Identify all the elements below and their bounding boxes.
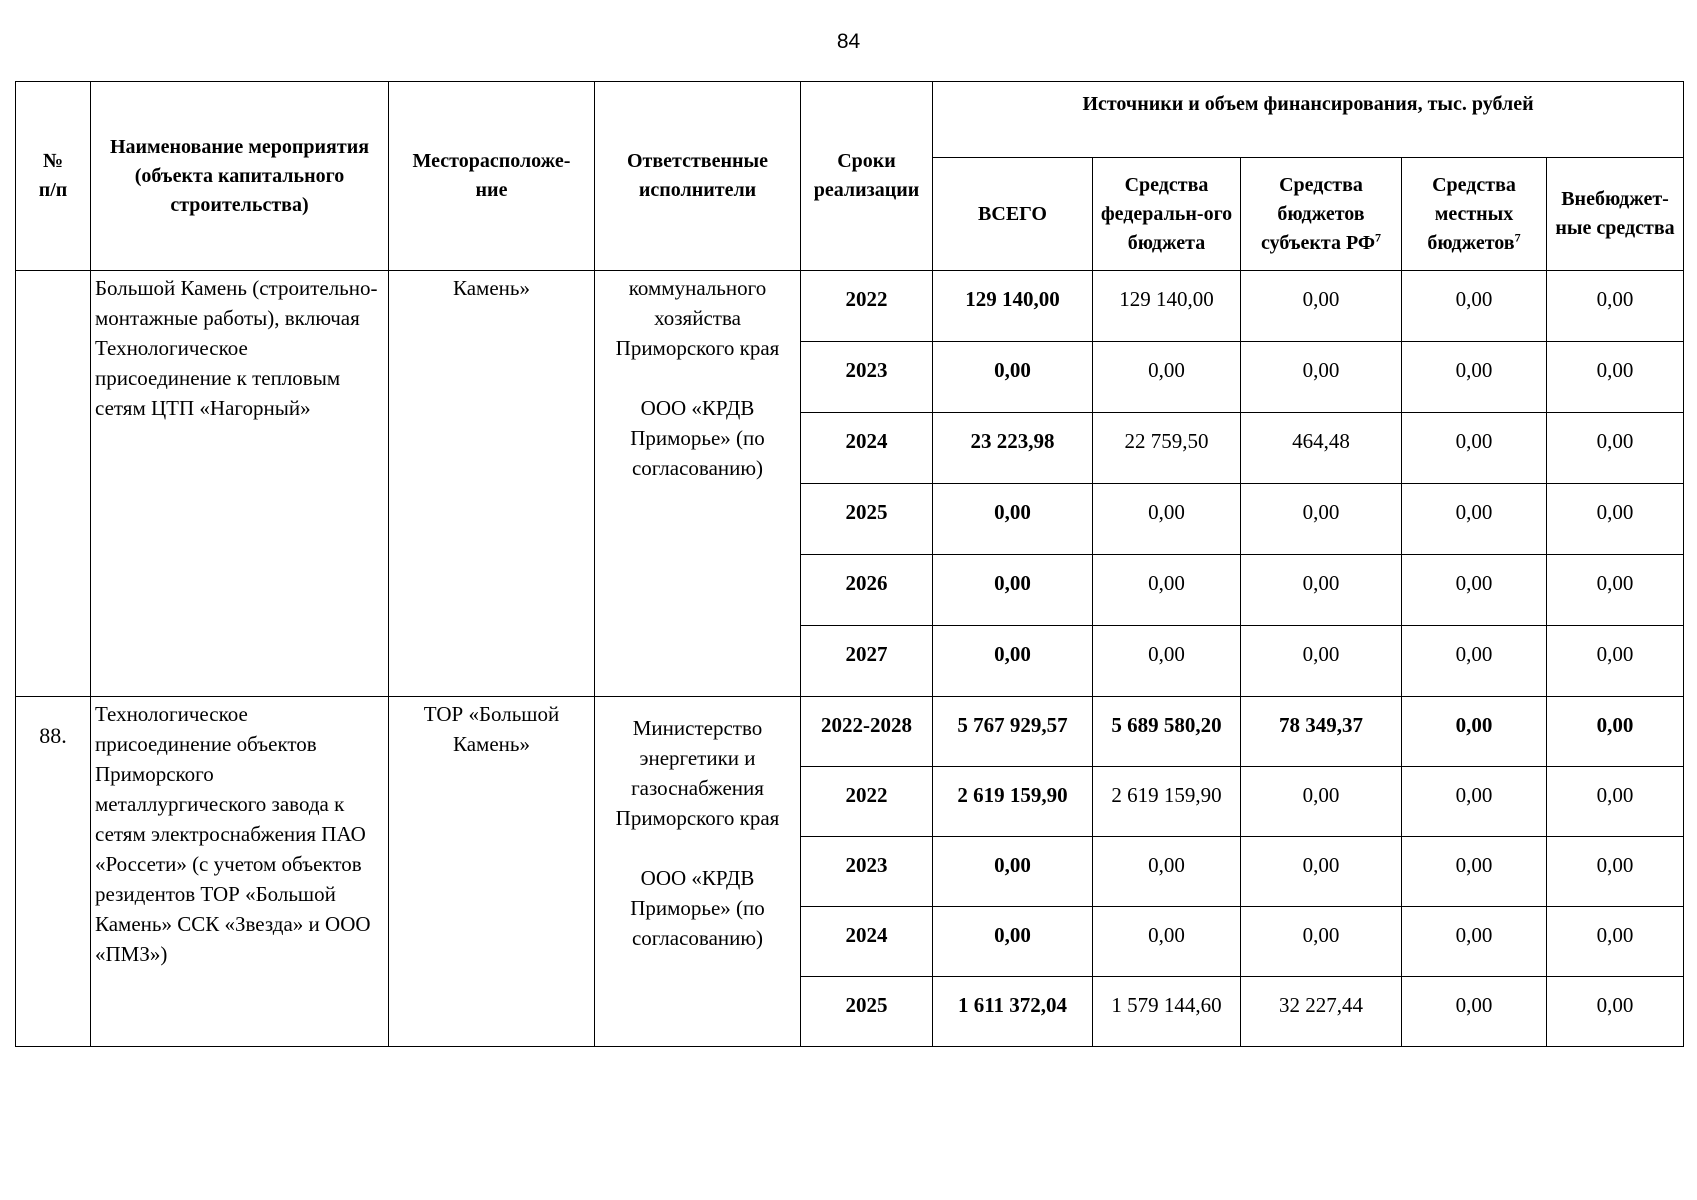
year-cell: 2023 bbox=[801, 342, 933, 413]
regional-cell: 32 227,44 bbox=[1241, 977, 1402, 1047]
federal-cell: 129 140,00 bbox=[1093, 271, 1241, 342]
local-cell: 0,00 bbox=[1402, 413, 1547, 484]
year-cell: 2024 bbox=[801, 907, 933, 977]
total-cell: 1 611 372,04 bbox=[933, 977, 1093, 1047]
regional-cell: 0,00 bbox=[1241, 271, 1402, 342]
federal-cell: 0,00 bbox=[1093, 555, 1241, 626]
table-header bbox=[16, 82, 1684, 271]
local-cell: 0,00 bbox=[1402, 484, 1547, 555]
entry-location: ТОР «Большой Камень» bbox=[389, 697, 595, 1047]
federal-cell: 0,00 bbox=[1093, 907, 1241, 977]
executor-ministry: коммунального хозяйства Приморского края bbox=[615, 276, 780, 360]
local-cell: 0,00 bbox=[1402, 626, 1547, 697]
federal-cell: 1 579 144,60 bbox=[1093, 977, 1241, 1047]
total-cell: 129 140,00 bbox=[933, 271, 1093, 342]
regional-cell: 0,00 bbox=[1241, 484, 1402, 555]
executor-krdv: ООО «КРДВ Приморье» (по согласованию) bbox=[630, 866, 765, 950]
local-cell: 0,00 bbox=[1402, 555, 1547, 626]
extra-cell: 0,00 bbox=[1547, 837, 1684, 907]
executor-krdv: ООО «КРДВ Приморье» (по согласованию) bbox=[630, 396, 765, 480]
header-regional-label: Средства бюджетов субъекта РФ bbox=[1260, 173, 1376, 254]
total-cell: 0,00 bbox=[933, 342, 1093, 413]
header-sources: Источники и объем финансирования, тыс. рублей bbox=[933, 82, 1684, 158]
header-terms: Сроки реализации bbox=[801, 82, 933, 271]
total-cell: 0,00 bbox=[933, 837, 1093, 907]
federal-cell: 22 759,50 bbox=[1093, 413, 1241, 484]
local-cell: 0,00 bbox=[1402, 837, 1547, 907]
year-cell: 2025 bbox=[801, 484, 933, 555]
total-cell: 0,00 bbox=[933, 907, 1093, 977]
federal-cell: 0,00 bbox=[1093, 837, 1241, 907]
extra-cell: 0,00 bbox=[1547, 977, 1684, 1047]
local-cell: 0,00 bbox=[1402, 271, 1547, 342]
regional-cell: 0,00 bbox=[1241, 837, 1402, 907]
entry-location: Камень» bbox=[389, 271, 595, 697]
regional-cell: 0,00 bbox=[1241, 626, 1402, 697]
regional-cell: 0,00 bbox=[1241, 342, 1402, 413]
federal-cell: 5 689 580,20 bbox=[1093, 697, 1241, 767]
entry-num bbox=[16, 271, 91, 697]
year-cell: 2022 bbox=[801, 767, 933, 837]
header-regional-footnote: 7 bbox=[1375, 229, 1382, 244]
header-total: ВСЕГО bbox=[933, 158, 1093, 271]
financing-table bbox=[15, 81, 1684, 1047]
extra-cell: 0,00 bbox=[1547, 626, 1684, 697]
extra-cell: 0,00 bbox=[1547, 555, 1684, 626]
entry-executors bbox=[595, 697, 801, 1047]
regional-cell: 0,00 bbox=[1241, 907, 1402, 977]
local-cell: 0,00 bbox=[1402, 977, 1547, 1047]
total-cell: 2 619 159,90 bbox=[933, 767, 1093, 837]
table-row bbox=[16, 271, 1684, 342]
local-cell: 0,00 bbox=[1402, 697, 1547, 767]
local-cell: 0,00 bbox=[1402, 342, 1547, 413]
regional-cell: 0,00 bbox=[1241, 767, 1402, 837]
header-name: Наименование мероприятия (объекта капитального строительства) bbox=[91, 82, 389, 271]
extra-cell: 0,00 bbox=[1547, 484, 1684, 555]
total-cell: 0,00 bbox=[933, 626, 1093, 697]
year-cell: 2023 bbox=[801, 837, 933, 907]
local-cell: 0,00 bbox=[1402, 907, 1547, 977]
federal-cell: 2 619 159,90 bbox=[1093, 767, 1241, 837]
entry-name: Технологическое присоединение объектов Приморского металлургического завода к сетям электроснабжения ПАО «Россети» (с учетом объектов резидентов ТОР «Большой Камень» ССК «Звезда» и ООО «ПМЗ») bbox=[91, 697, 389, 1047]
header-location: Месторасположе-ние bbox=[389, 82, 595, 271]
extra-cell: 0,00 bbox=[1547, 907, 1684, 977]
header-extra: Внебюджет-ные средства bbox=[1547, 158, 1684, 271]
header-num: № п/п bbox=[16, 82, 91, 271]
total-cell: 0,00 bbox=[933, 484, 1093, 555]
header-executors: Ответственные исполнители bbox=[595, 82, 801, 271]
year-cell: 2022-2028 bbox=[801, 697, 933, 767]
header-regional bbox=[1241, 158, 1402, 271]
extra-cell: 0,00 bbox=[1547, 271, 1684, 342]
local-cell: 0,00 bbox=[1402, 767, 1547, 837]
entry-executors bbox=[595, 271, 801, 697]
regional-cell: 78 349,37 bbox=[1241, 697, 1402, 767]
regional-cell: 0,00 bbox=[1241, 555, 1402, 626]
year-cell: 2025 bbox=[801, 977, 933, 1047]
executor-ministry: Министерство энергетики и газоснабжения Приморского края bbox=[615, 716, 780, 830]
federal-cell: 0,00 bbox=[1093, 626, 1241, 697]
federal-cell: 0,00 bbox=[1093, 342, 1241, 413]
federal-cell: 0,00 bbox=[1093, 484, 1241, 555]
total-cell: 0,00 bbox=[933, 555, 1093, 626]
extra-cell: 0,00 bbox=[1547, 342, 1684, 413]
header-local bbox=[1402, 158, 1547, 271]
header-federal: Средства федеральн-ого бюджета bbox=[1093, 158, 1241, 271]
total-cell: 23 223,98 bbox=[933, 413, 1093, 484]
extra-cell: 0,00 bbox=[1547, 767, 1684, 837]
year-cell: 2024 bbox=[801, 413, 933, 484]
year-cell: 2022 bbox=[801, 271, 933, 342]
header-local-footnote: 7 bbox=[1514, 229, 1521, 244]
extra-cell: 0,00 bbox=[1547, 697, 1684, 767]
page-number: 84 bbox=[836, 30, 861, 53]
entry-num: 88. bbox=[16, 697, 91, 1047]
year-cell: 2027 bbox=[801, 626, 933, 697]
header-local-label: Средства местных бюджетов bbox=[1427, 173, 1516, 254]
total-cell: 5 767 929,57 bbox=[933, 697, 1093, 767]
table-row bbox=[16, 697, 1684, 767]
year-cell: 2026 bbox=[801, 555, 933, 626]
extra-cell: 0,00 bbox=[1547, 413, 1684, 484]
regional-cell: 464,48 bbox=[1241, 413, 1402, 484]
entry-name: Большой Камень (строительно-монтажные работы), включая Технологическое присоединение к тепловым сетям ЦТП «Нагорный» bbox=[91, 271, 389, 697]
